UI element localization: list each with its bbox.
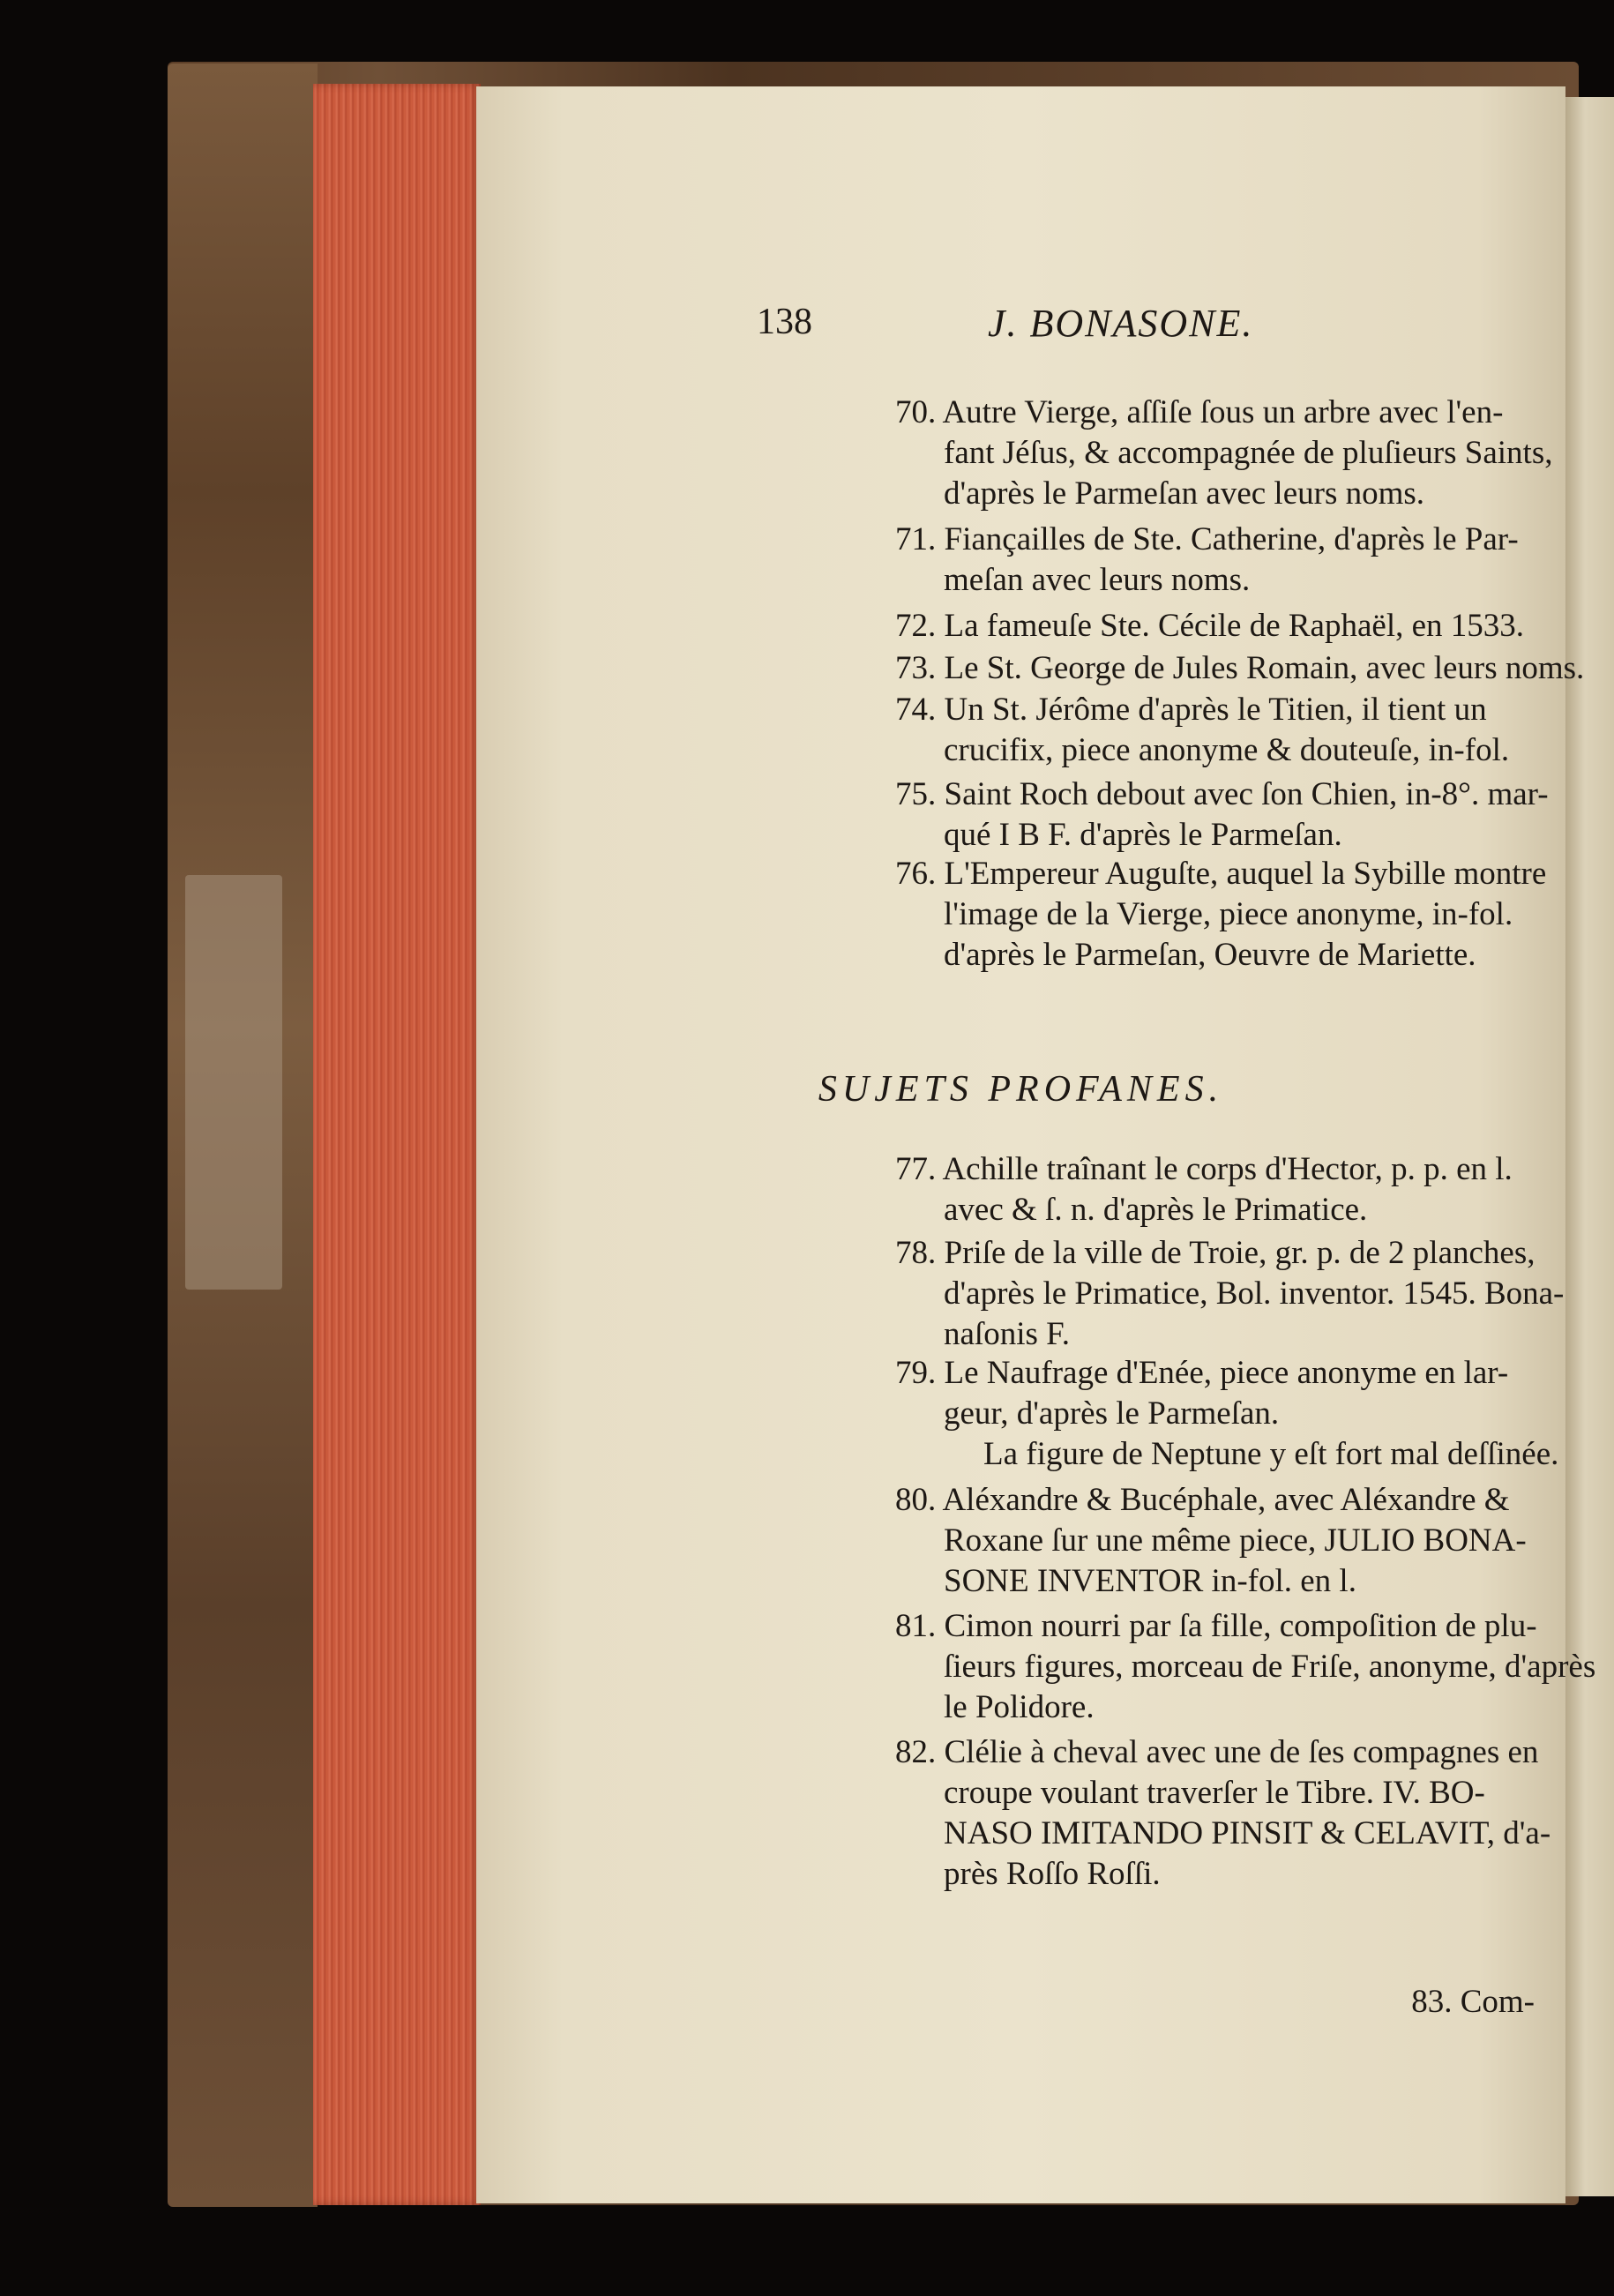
entry-line: 76. L'Empereur Auguſte, auquel la Sybille montre: [895, 856, 1547, 892]
entry-line: crucifix, piece anonyme & douteuſe, in-fol.: [944, 732, 1510, 768]
entry-75: [895, 774, 1614, 856]
entry-line: 82. Clélie à cheval avec une de ſes compagnes en: [895, 1734, 1539, 1770]
entry-line: geur, d'après le Parmeſan.: [944, 1395, 1280, 1432]
entry-line: qué I B F. d'après le Parmeſan.: [944, 817, 1342, 853]
entry-77: [895, 1149, 1614, 1230]
catchword: 83. Com-: [1411, 1984, 1535, 2020]
entry-81: [895, 1606, 1614, 1728]
page-number: 138: [757, 302, 812, 342]
entry-line: d'après le Primatice, Bol. inventor. 1545. Bona-: [944, 1275, 1565, 1312]
entry-76: [895, 854, 1614, 976]
entry-line: près Roſſo Roſſi.: [944, 1856, 1161, 1892]
entry-line: naſonis F.: [944, 1316, 1070, 1352]
entry-line: 81. Cimon nourri par ſa fille, compoſition de plu-: [895, 1608, 1537, 1644]
entry-line: 80. Aléxandre & Bucéphale, avec Aléxandre &: [895, 1482, 1510, 1518]
entry-line: meſan avec leurs noms.: [944, 562, 1251, 598]
entry-line: l'image de la Vierge, piece anonyme, in-fol.: [944, 896, 1513, 932]
entry-line: d'après le Parmeſan, Oeuvre de Mariette.: [944, 937, 1476, 973]
entry-line: 77. Achille traînant le corps d'Hector, p. p. en l.: [895, 1151, 1513, 1187]
entry-line: 71. Fiançailles de Ste. Catherine, d'après le Par-: [895, 521, 1519, 557]
entry-line: fant Jéſus, & accompagnée de pluſieurs Saints,: [944, 435, 1553, 471]
entry-line: Roxane ſur une même piece, JULIO BONA-: [944, 1522, 1527, 1559]
entry-78: [895, 1233, 1614, 1355]
entry-line: d'après le Parmeſan avec leurs noms.: [944, 475, 1425, 512]
entry-line: ſieurs figures, morceau de Friſe, anonyme, d'après: [944, 1649, 1596, 1685]
page-edge-red: [313, 84, 481, 2205]
entry-73: [895, 648, 1614, 689]
entry-line: 70. Autre Vierge, aſſiſe ſous un arbre avec l'en-: [895, 394, 1504, 430]
entry-82: [895, 1732, 1614, 1895]
entry-line: 74. Un St. Jérôme d'après le Titien, il tient un: [895, 692, 1487, 728]
entry-line: 75. Saint Roch debout avec ſon Chien, in-8°. mar-: [895, 776, 1549, 812]
entry-70: [895, 393, 1614, 514]
entry-line: SONE INVENTOR in-fol. en l.: [944, 1563, 1356, 1599]
entry-line: 73. Le St. George de Jules Romain, avec leurs noms.: [895, 650, 1585, 686]
entry-line: NASO IMITANDO PINSIT & CELAVIT, d'a-: [944, 1815, 1551, 1851]
entry-line: 79. Le Naufrage d'Enée, piece anonyme en lar-: [895, 1355, 1509, 1391]
book-page: [476, 86, 1596, 2203]
section-title: SUJETS PROFANES.: [818, 1069, 1224, 1110]
entry-79: [895, 1353, 1614, 1475]
entry-line: avec & ſ. n. d'après le Primatice.: [944, 1192, 1368, 1228]
entry-line: le Polidore.: [944, 1689, 1095, 1725]
entry-note: La figure de Neptune y eſt fort mal deſſinée.: [983, 1436, 1559, 1472]
entry-71: [895, 520, 1614, 601]
entry-line: 78. Priſe de la ville de Troie, gr. p. de 2 planches,: [895, 1235, 1536, 1271]
entry-74: [895, 690, 1614, 771]
entry-line: croupe voulant traverſer le Tibre. IV. BO-: [944, 1775, 1485, 1811]
book-spine-cover: [168, 64, 318, 2207]
entry-72: [895, 606, 1614, 647]
entry-80: [895, 1480, 1614, 1602]
running-title: J. BONASONE.: [988, 302, 1254, 345]
entry-line: 72. La fameuſe Ste. Cécile de Raphaël, en 1533.: [895, 608, 1525, 644]
running-head: [476, 301, 1565, 354]
